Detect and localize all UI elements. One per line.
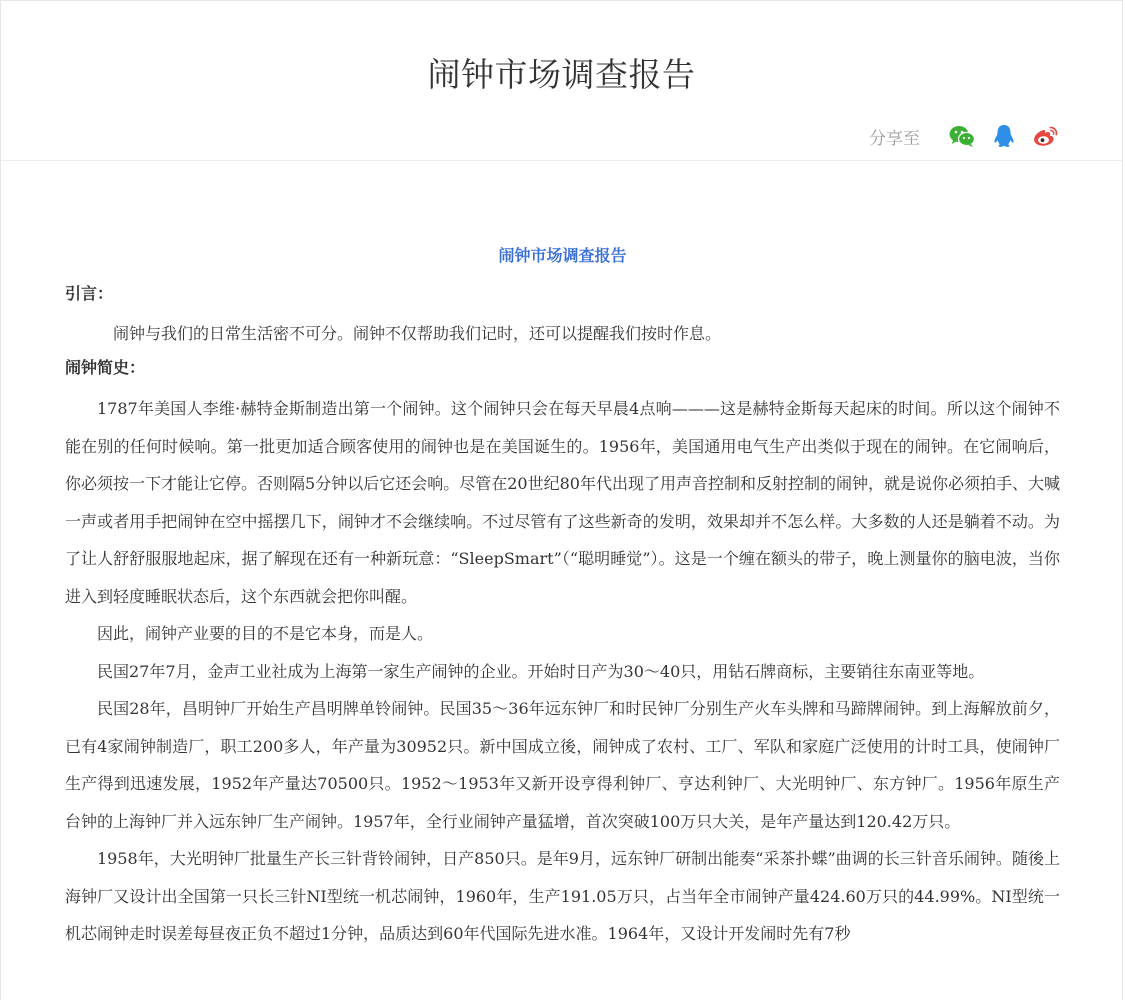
history-label: 闹钟简史： [65,358,146,377]
history-paragraph-5: 1958年，大光明钟厂批量生产长三针背铃闹钟，日产850只。是年9月，远东钟厂研制出能奏“采茶扑蝶”曲调的长三针音乐闹钟。随後上海钟厂又设计出全国第一只长三针NI型统一机芯闹钟，1960年，生产191.05万只，占当年全市闹钟产量424.60万只的44.99%。NI型统一机芯闹钟走时误差每昼夜正负不超过1分钟，品质达到60年代国际先进水准。1964年，又设计开发闹时先有7秒 [65,849,1060,943]
article-header [1,1,1122,161]
history-paragraph-4: 民国28年，昌明钟厂开始生产昌明牌单铃闹钟。民国35～36年远东钟厂和时民钟厂分别生产火车头牌和马蹄牌闹钟。到上海解放前夕，已有4家闹钟制造厂，职工200多人，年产量为30952只。新中国成立後，闹钟成了农村、工厂、军队和家庭广泛使用的计时工具，使闹钟厂生产得到迅速发展，1952年产量达70500只。1952～1953年又新开设亨得利钟厂、亨达利钟厂、大光明钟厂、东方钟厂。1956年原生产台钟的上海钟厂并入远东钟厂生产闹钟。1957年，全行业闹钟产量猛增，首次突破100万只大关，是年产量达到120.42万只。 [65,699,1060,831]
qq-icon[interactable] [990,122,1018,150]
article-body [65,241,1060,953]
intro-label: 引言： [65,284,114,303]
share-bar [869,121,1060,151]
history-paragraph-1: 1787年美国人李维·赫特金斯制造出第一个闹钟。这个闹钟只会在每天早晨4点响———这是赫特金斯每天起床的时间。所以这个闹钟不能在别的任何时候响。第一批更加适合顾客使用的闹钟也是在美国诞生的。1956年，美国通用电气生产出类似于现在的闹钟。在它闹响后，你必须按一下才能让它停。否则隔5分钟以后它还会响。尽管在20世纪80年代出现了用声音控制和反射控制的闹钟，就是说你必须拍手、大喊一声或者用手把闹钟在空中摇摆几下，闹钟才不会继续响。不过尽管有了这些新奇的发明，效果却并不怎么样。大多数的人还是躺着不动。为了让人舒舒服服地起床，据了解现在还有一种新玩意：“SleepSmart”（“聪明睡觉”）。这是一个缠在额头的带子，晚上测量你的脑电波，当你进入到轻度睡眠状态后，这个东西就会把你叫醒。 [65,399,1060,606]
history-paragraph-2: 因此，闹钟产业要的目的不是它本身，而是人。 [97,624,434,643]
wechat-icon[interactable] [948,122,976,150]
weibo-icon[interactable] [1032,122,1060,150]
intro-paragraph: 闹钟与我们的日常生活密不可分。闹钟不仅帮助我们记时，还可以提醒我们按时作息。 [113,324,722,343]
page-title: 闹钟市场调查报告 [427,55,696,94]
history-paragraph-3: 民国27年7月，金声工业社成为上海第一家生产闹钟的企业。开始时日产为30～40只，用钻石牌商标，主要销往东南亚等地。 [97,661,985,681]
article-heading: 闹钟市场调查报告 [498,246,627,265]
share-label: 分享至 [869,128,920,149]
